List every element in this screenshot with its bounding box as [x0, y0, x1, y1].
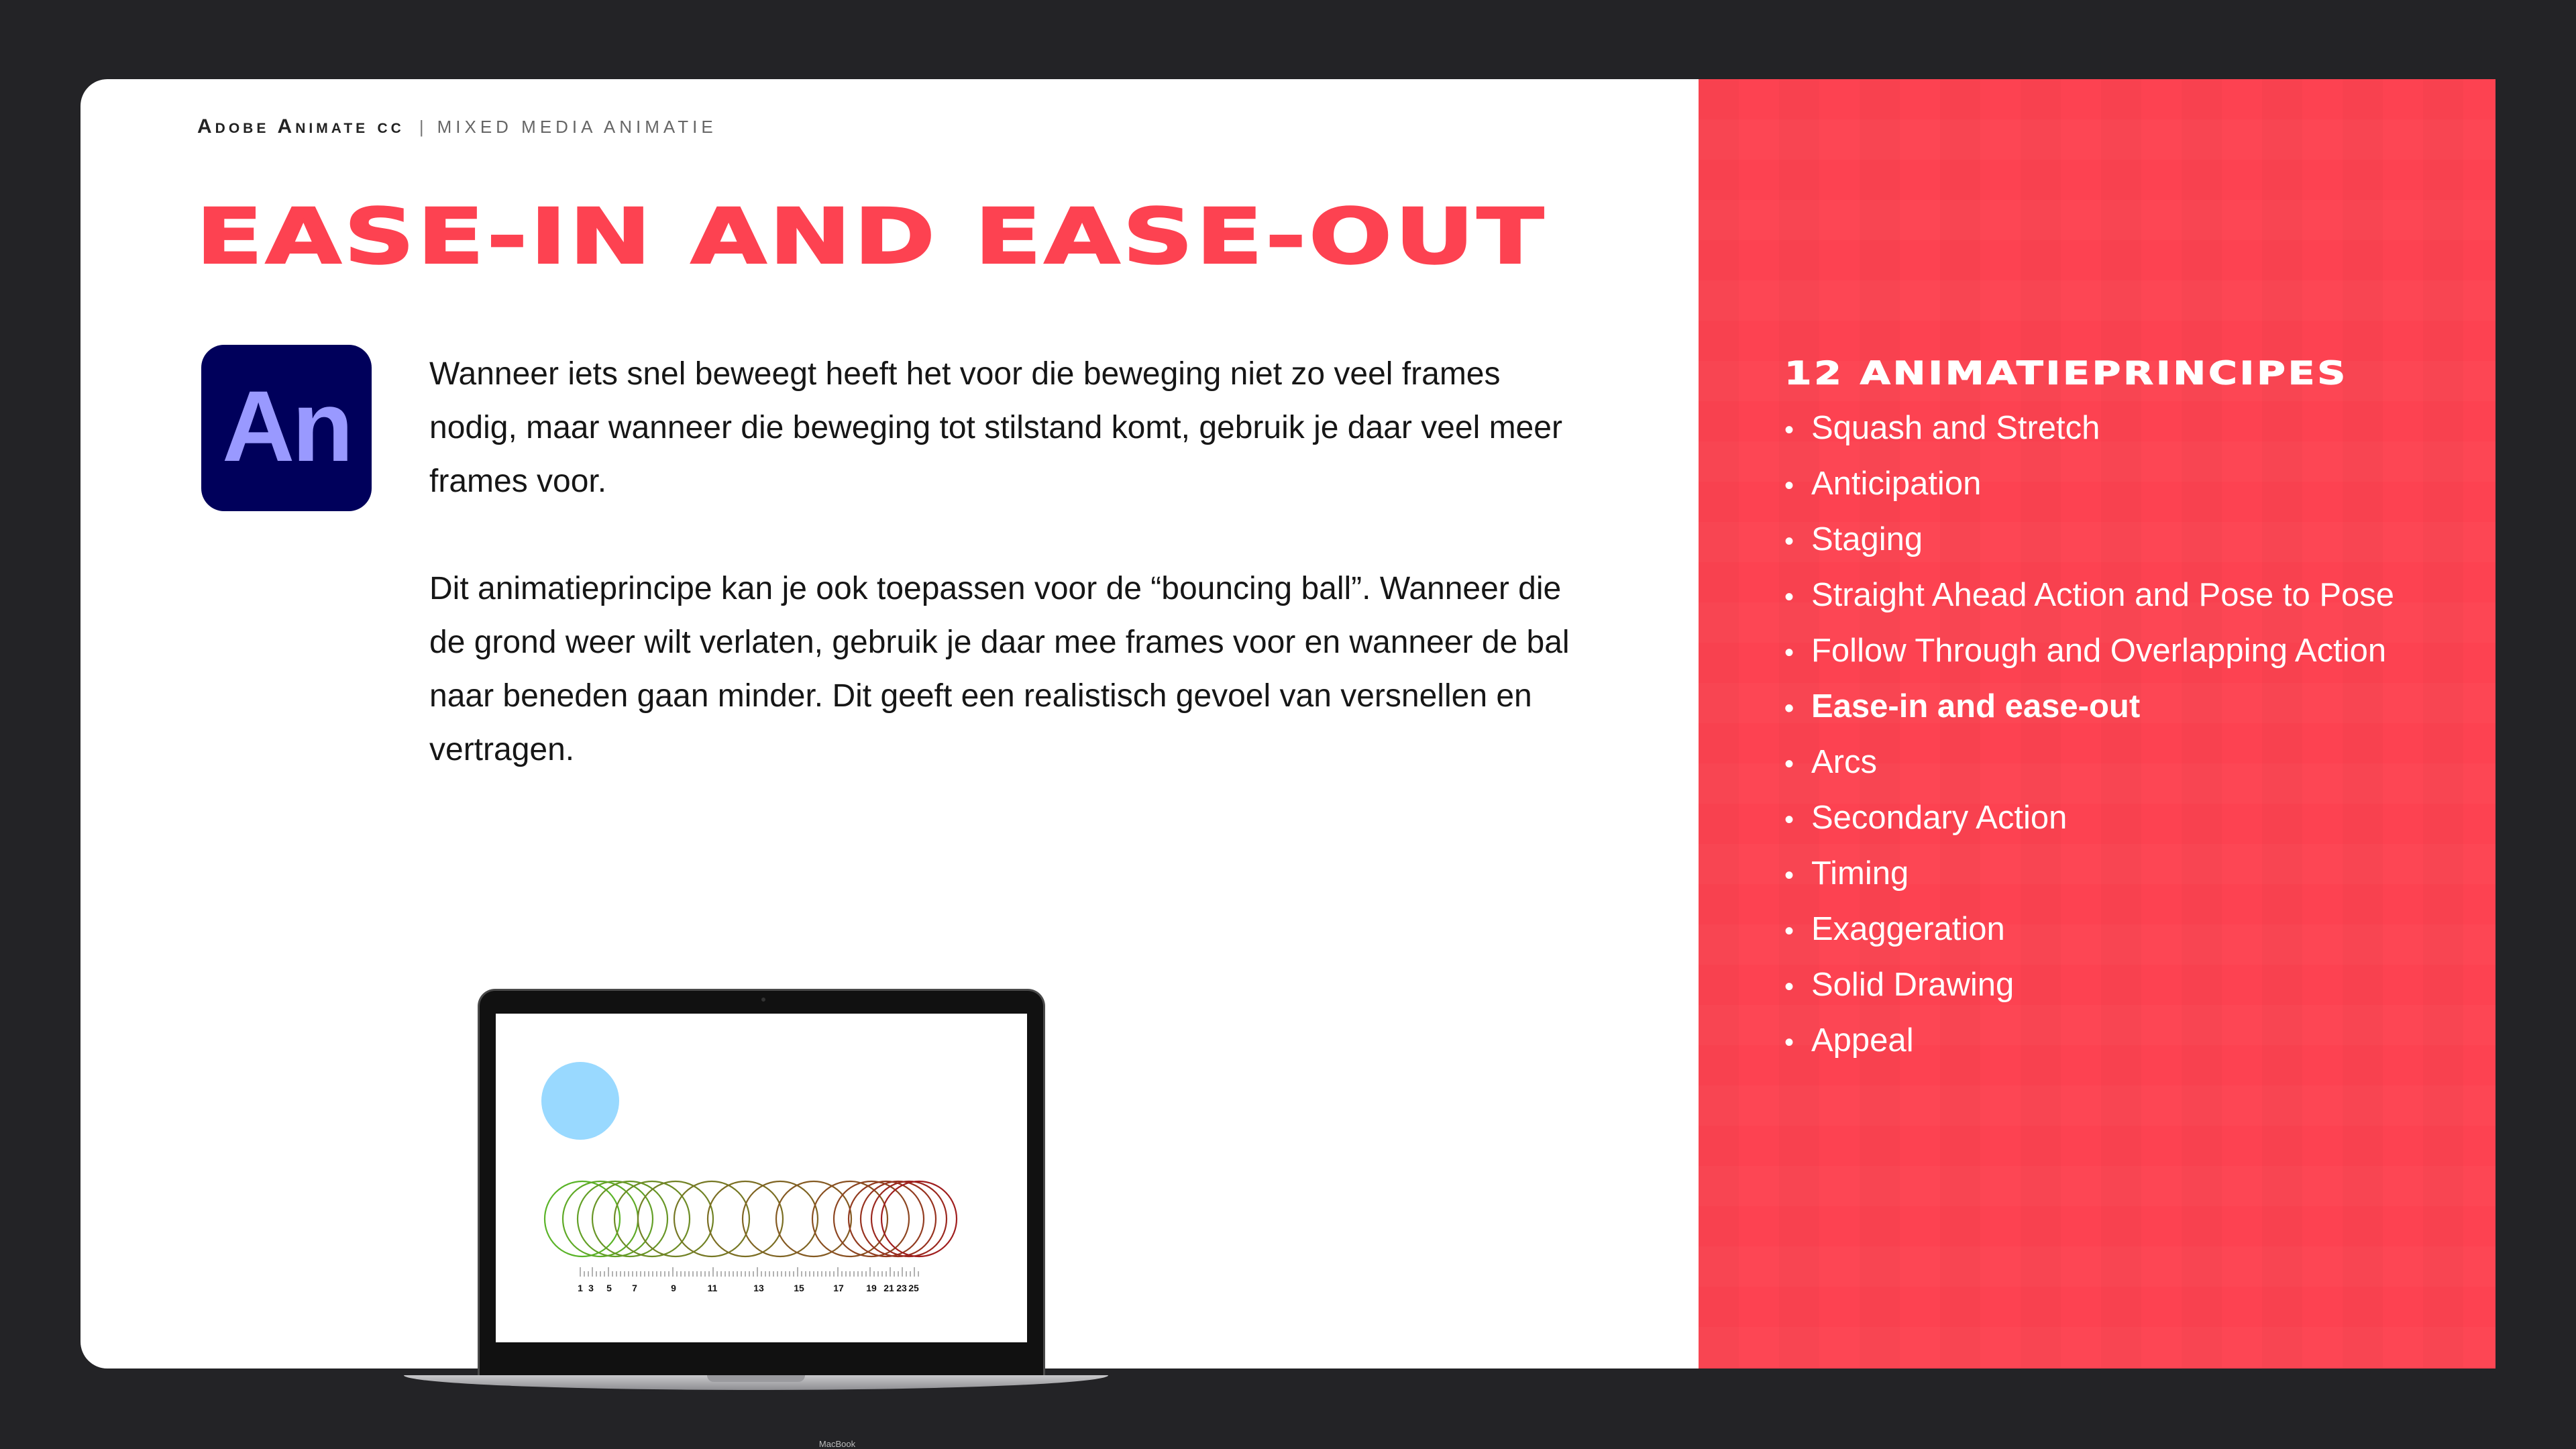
frame-label: 19: [866, 1283, 877, 1293]
frame-label: 25: [908, 1283, 919, 1293]
frame-label: 7: [632, 1283, 637, 1293]
frame-label: 23: [896, 1283, 907, 1293]
slide-header: [197, 115, 717, 138]
frame-label: 17: [833, 1283, 844, 1293]
laptop-illustration: [404, 911, 1108, 1449]
onion-ring: [563, 1181, 638, 1256]
onion-ring: [812, 1181, 888, 1256]
principle-item: • Squash and Stretch: [1784, 401, 2394, 457]
principles-list: [1784, 401, 2394, 1069]
principle-item: • Timing: [1784, 847, 2394, 902]
principles-panel: [1699, 79, 2496, 1368]
timeline-frame-labels: [578, 1283, 919, 1293]
slide: [80, 79, 2496, 1449]
laptop-notch: [707, 1375, 805, 1382]
frame-label: 5: [606, 1283, 612, 1293]
logo-text: An: [222, 369, 351, 482]
laptop-screen: [496, 1014, 1027, 1342]
onion-skin-rings: [545, 1181, 957, 1256]
principle-item: • Follow Through and Overlapping Action: [1784, 624, 2394, 680]
frame-label: 1: [578, 1283, 583, 1293]
frame-label: 9: [671, 1283, 676, 1293]
principle-item: • Appeal: [1784, 1014, 2394, 1069]
principle-item: • Arcs: [1784, 735, 2394, 791]
onion-ring: [743, 1181, 818, 1256]
panel-title: 12 ANIMATIEPRINCIPES: [1784, 354, 2349, 392]
principle-item: • Ease-in and ease-out: [1784, 680, 2394, 735]
onion-ring: [592, 1181, 667, 1256]
laptop-screen-bezel: [478, 989, 1045, 1449]
principle-item: • Anticipation: [1784, 457, 2394, 513]
principle-item: • Solid Drawing: [1784, 958, 2394, 1014]
principle-item: • Exaggeration: [1784, 902, 2394, 958]
onion-ring: [545, 1181, 620, 1256]
frame-label: 13: [753, 1283, 764, 1293]
principle-item: • Secondary Action: [1784, 791, 2394, 847]
frame-label: 3: [588, 1283, 594, 1293]
macbook-label: MacBook: [818, 1439, 856, 1449]
onion-ring: [674, 1181, 749, 1256]
header-brand: Adobe Animate cc: [197, 115, 405, 138]
principle-item: • Staging: [1784, 513, 2394, 568]
onion-ring: [776, 1181, 851, 1256]
header-separator: |: [419, 117, 428, 137]
paragraph-2: Dit animatieprincipe kan je ook toepassen voor de “bouncing ball”. Wanneer die de grond weer wilt verlaten, gebruik je daar mee frames voor en wanneer de bal naar beneden gaan minder. Dit geeft een realistisch gevoel van versnellen en vertragen.: [429, 571, 1570, 767]
bouncing-ball-diagram: [496, 1014, 1027, 1342]
onion-ring: [638, 1181, 713, 1256]
content-area: [80, 79, 1699, 1449]
adobe-animate-logo-icon: [201, 345, 372, 511]
frame-label: 15: [794, 1283, 804, 1293]
frame-label: 11: [707, 1283, 718, 1293]
body-text: [429, 347, 1597, 830]
timeline-ticks: [580, 1267, 918, 1277]
paragraph-1: Wanneer iets snel beweegt heeft het voor die beweging niet zo veel frames nodig, maar wanneer die beweging tot stilstand komt, gebruik je daar veel meer frames voor.: [429, 356, 1562, 499]
onion-ring: [708, 1181, 783, 1256]
page-title: EASE-IN AND EASE-OUT: [196, 192, 1547, 282]
camera-icon: [761, 998, 765, 1002]
onion-ring: [849, 1181, 924, 1256]
header-subtitle: MIXED MEDIA ANIMATIE: [437, 117, 717, 137]
ball: [541, 1062, 619, 1140]
frame-label: 21: [883, 1283, 894, 1293]
principle-item: • Straight Ahead Action and Pose to Pose: [1784, 568, 2394, 624]
onion-ring: [881, 1181, 957, 1256]
